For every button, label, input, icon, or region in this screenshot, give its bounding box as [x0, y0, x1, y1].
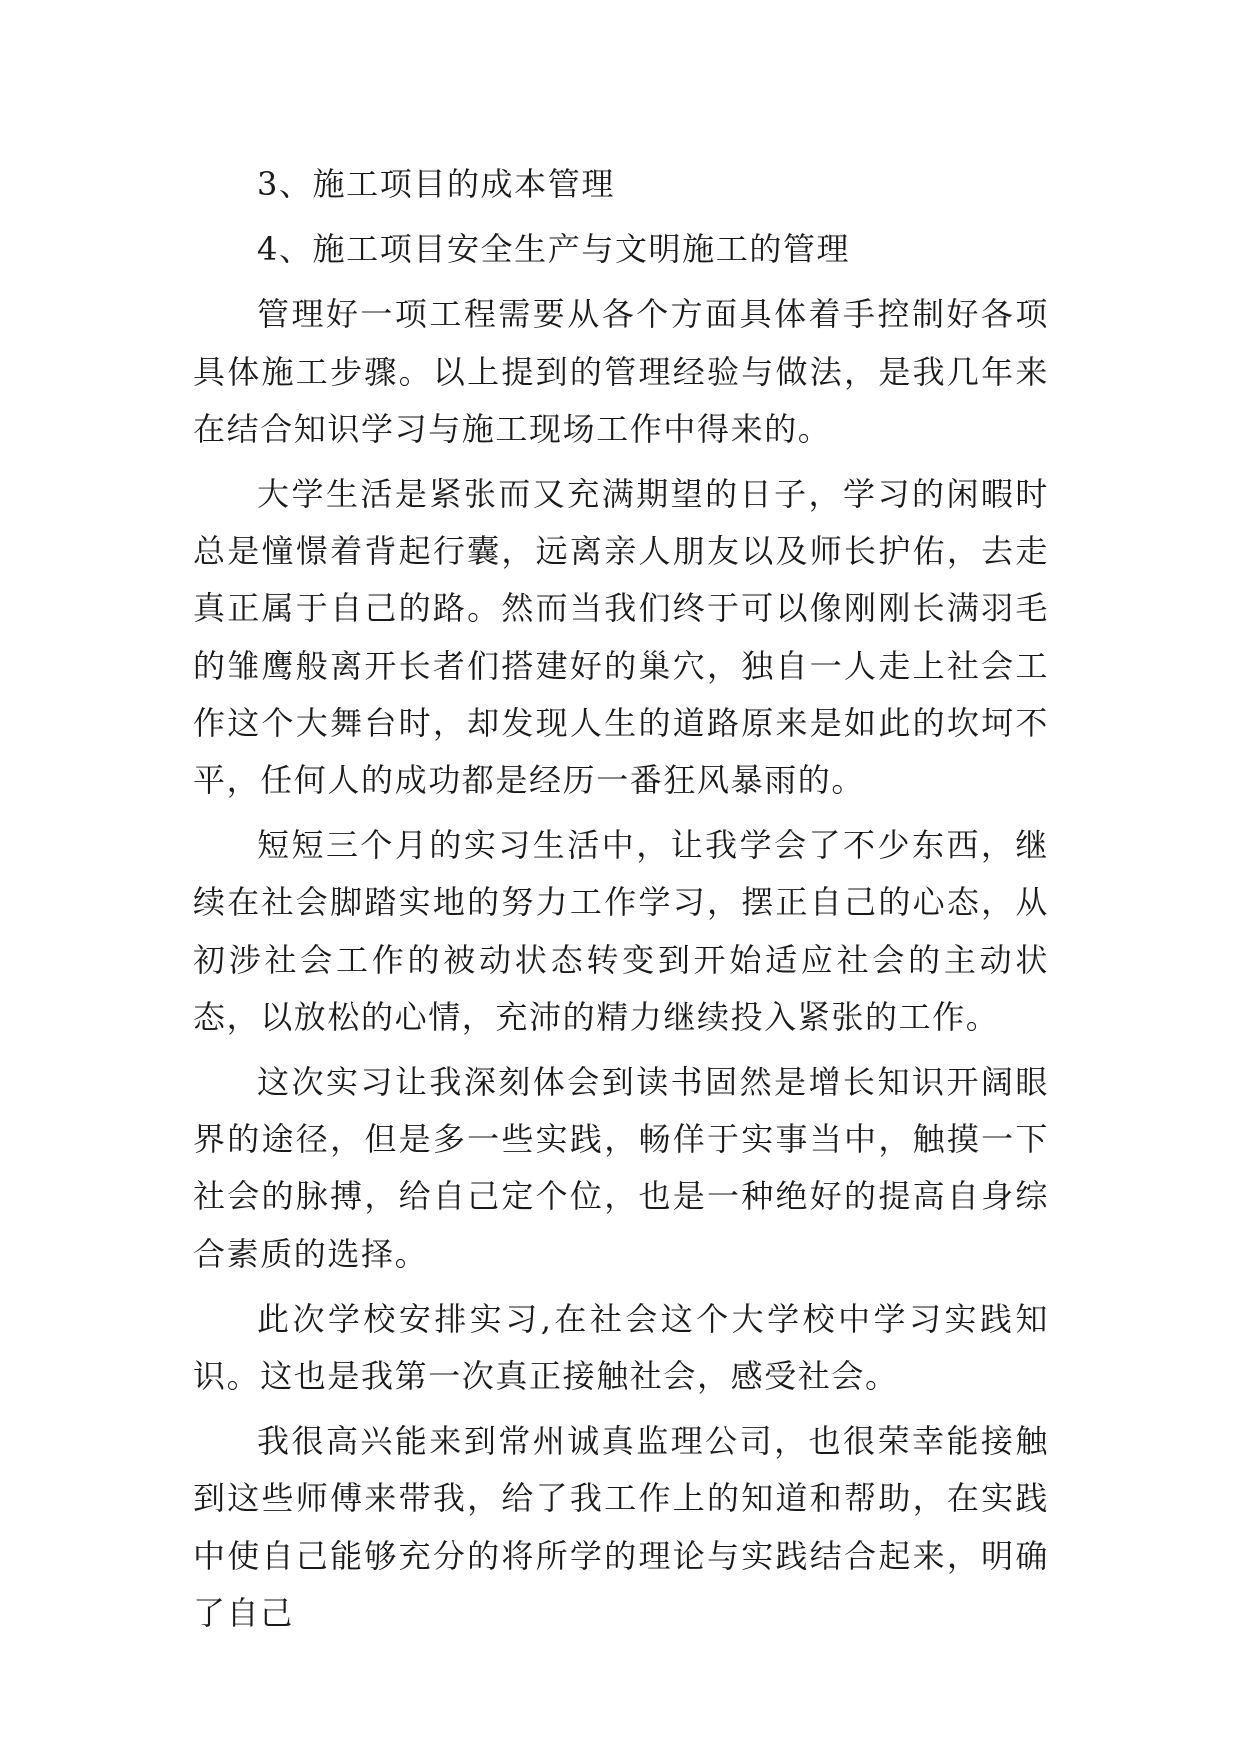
paragraph-management-summary: 管理好一项工程需要从各个方面具体着手控制好各项具体施工步骤。以上提到的管理经验与做法，是我几年来在结合知识学习与施工现场工作中得来的。	[193, 295, 1049, 448]
paragraph-university-life: 大学生活是紧张而又充满期望的日子，学习的闲暇时总是憧憬着背起行囊，远离亲人朋友以及师长护佑，去走真正属于自己的路。然而当我们终于可以像刚刚长满羽毛的雏鹰般离开长者们搭建好的巢穴，独自一人走上社会工作这个大舞台时，却发现人生的道路原来是如此的坎坷不平，任何人的成功都是经历一番狂风暴雨的。	[193, 475, 1049, 800]
paragraph-internship-learning: 短短三个月的实习生活中，让我学会了不少东西，继续在社会脚踏实地的努力工作学习，摆正自己的心态，从初涉社会工作的被动状态转变到开始适应社会的主动状态，以放松的心情，充沛的精力继续投入紧张的工作。	[193, 826, 1049, 1036]
paragraph-company-gratitude: 我很高兴能来到常州诚真监理公司，也很荣幸能接触到这些师傅来带我，给了我工作上的知道和帮助，在实践中使自己能够充分的将所学的理论与实践结合起来，明确了自己	[193, 1422, 1049, 1632]
paragraph-internship-insight: 这次实习让我深刻体会到读书固然是增长知识开阔眼界的途径，但是多一些实践，畅佯于实事当中，触摸一下社会的脉搏，给自己定个位，也是一种绝好的提高自身综合素质的选择。	[193, 1063, 1049, 1273]
list-item-safety-management: 4、施工项目安全生产与文明施工的管理	[257, 230, 851, 269]
list-item-cost-management: 3、施工项目的成本管理	[257, 165, 615, 203]
document-body	[193, 156, 1049, 1642]
paragraph-school-arrangement: 此次学校安排实习,在社会这个大学校中学习实践知识。这也是我第一次真正接触社会，感受社会。	[193, 1299, 1049, 1396]
